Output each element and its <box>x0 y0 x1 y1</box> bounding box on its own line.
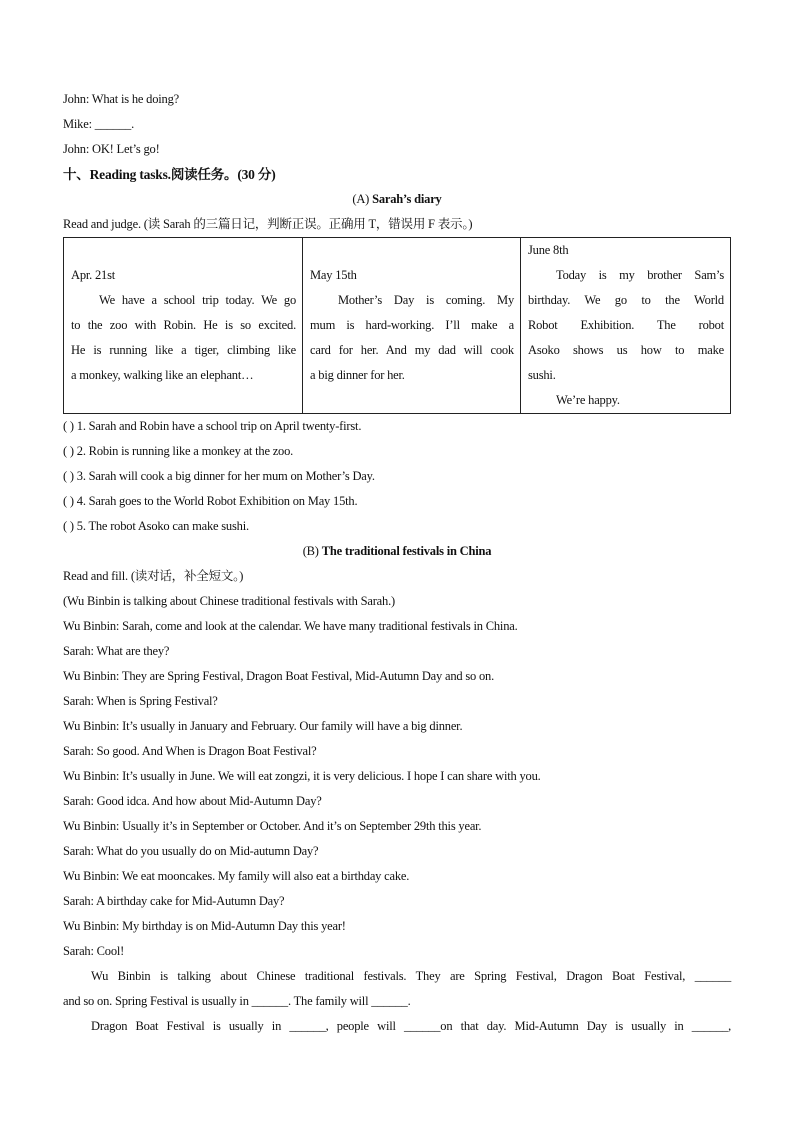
dialogue-line: Sarah: What do you usually do on Mid-autumn Day? <box>63 844 319 858</box>
dialogue-line: Wu Binbin: We eat mooncakes. My family will also eat a birthday cake. <box>63 869 410 883</box>
part-a-instruction: Read and judge. (读 Sarah 的三篇日记，判断正误。正确用 T，错误用 F 表示。) <box>63 217 473 231</box>
diary-date: June 8th <box>528 243 569 257</box>
diary-text: We have a school trip today. We go <box>99 293 296 307</box>
diary-text: Robot Exhibition. The robot <box>528 318 724 332</box>
diary-table <box>63 237 731 414</box>
dialogue-line: Wu Binbin: Sarah, come and look at the calendar. We have many traditional festivals in China. <box>63 619 518 633</box>
diary-text: Asoko shows us how to make <box>528 343 724 357</box>
part-b-context: (Wu Binbin is talking about Chinese traditional festivals with Sarah.) <box>63 594 395 608</box>
dialogue-line: Sarah: What are they? <box>63 644 170 658</box>
diary-entry-may <box>303 238 521 414</box>
diary-text: We’re happy. <box>556 393 620 407</box>
diary-text: to the zoo with Robin. He is so excited. <box>71 318 296 332</box>
judge-question[interactable]: ( ) 3. Sarah will cook a big dinner for her mum on Mother’s Day. <box>63 469 375 483</box>
dialogue-line: Mike: ______. <box>63 117 135 131</box>
dialogue-line: Wu Binbin: They are Spring Festival, Dragon Boat Festival, Mid-Autumn Day and so on. <box>63 669 495 683</box>
passage-line[interactable]: and so on. Spring Festival is usually in ______. The family will ______. <box>63 994 411 1008</box>
passage-line[interactable]: Wu Binbin is talking about Chinese traditional festivals. They are Spring Festival, Dragon Boat Festival, ______ <box>91 969 731 983</box>
diary-date: Apr. 21st <box>71 268 116 282</box>
judge-question[interactable]: ( ) 4. Sarah goes to the World Robot Exhibition on May 15th. <box>63 494 358 508</box>
diary-text: birthday. We go to the World <box>528 293 724 307</box>
part-a-title-text: Sarah’s diary <box>372 192 442 206</box>
part-a-label: (A) <box>352 192 373 206</box>
diary-text: a big dinner for her. <box>310 368 405 382</box>
judge-question[interactable]: ( ) 5. The robot Asoko can make sushi. <box>63 519 249 533</box>
dialogue-line: Sarah: A birthday cake for Mid-Autumn Day? <box>63 894 285 908</box>
dialogue-line: Wu Binbin: Usually it’s in September or October. And it’s on September 29th this year. <box>63 819 482 833</box>
part-a-title <box>63 187 731 212</box>
dialogue-line: Sarah: So good. And When is Dragon Boat Festival? <box>63 744 317 758</box>
dialogue-line: Wu Binbin: My birthday is on Mid-Autumn Day this year! <box>63 919 346 933</box>
worksheet-page <box>63 87 731 1039</box>
diary-text: mum is hard-working. I’ll make a <box>310 318 514 332</box>
diary-entry-june <box>521 238 731 414</box>
part-b-label: (B) <box>302 544 322 558</box>
diary-text: card for her. And my dad will cook <box>310 343 514 357</box>
diary-text: Today is my brother Sam’s <box>556 268 724 282</box>
part-b-title-text: The traditional festivals in China <box>321 544 492 558</box>
dialogue-line: John: OK! Let’s go! <box>63 142 160 156</box>
diary-entry-apr <box>64 238 303 414</box>
dialogue-line: Sarah: Cool! <box>63 944 125 958</box>
dialogue-line: John: What is he doing? <box>63 92 179 106</box>
dialogue-line: Wu Binbin: It’s usually in January and February. Our family will have a big dinner. <box>63 719 463 733</box>
part-b-instruction: Read and fill. (读对话，补全短文。) <box>63 569 244 583</box>
dialogue-line: Sarah: Good idca. And how about Mid-Autumn Day? <box>63 794 322 808</box>
diary-text: He is running like a tiger, climbing like <box>71 343 296 357</box>
section-title: 十、Reading tasks.阅读任务。(30 分) <box>63 167 276 182</box>
dialogue-line: Wu Binbin: It’s usually in June. We will eat zongzi, it is very delicious. I hope I can share with you. <box>63 769 541 783</box>
diary-text: a monkey, walking like an elephant… <box>71 368 254 382</box>
judge-question[interactable]: ( ) 1. Sarah and Robin have a school trip on April twenty-first. <box>63 419 362 433</box>
diary-text: sushi. <box>528 368 556 382</box>
dialogue-line: Sarah: When is Spring Festival? <box>63 694 218 708</box>
part-b-title <box>63 539 731 564</box>
diary-date: May 15th <box>310 268 357 282</box>
passage-line[interactable]: Dragon Boat Festival is usually in ______, people will ______on that day. Mid-Autumn Day is usually in ______, <box>91 1019 731 1033</box>
judge-question[interactable]: ( ) 2. Robin is running like a monkey at the zoo. <box>63 444 294 458</box>
diary-text: Mother’s Day is coming. My <box>338 293 514 307</box>
